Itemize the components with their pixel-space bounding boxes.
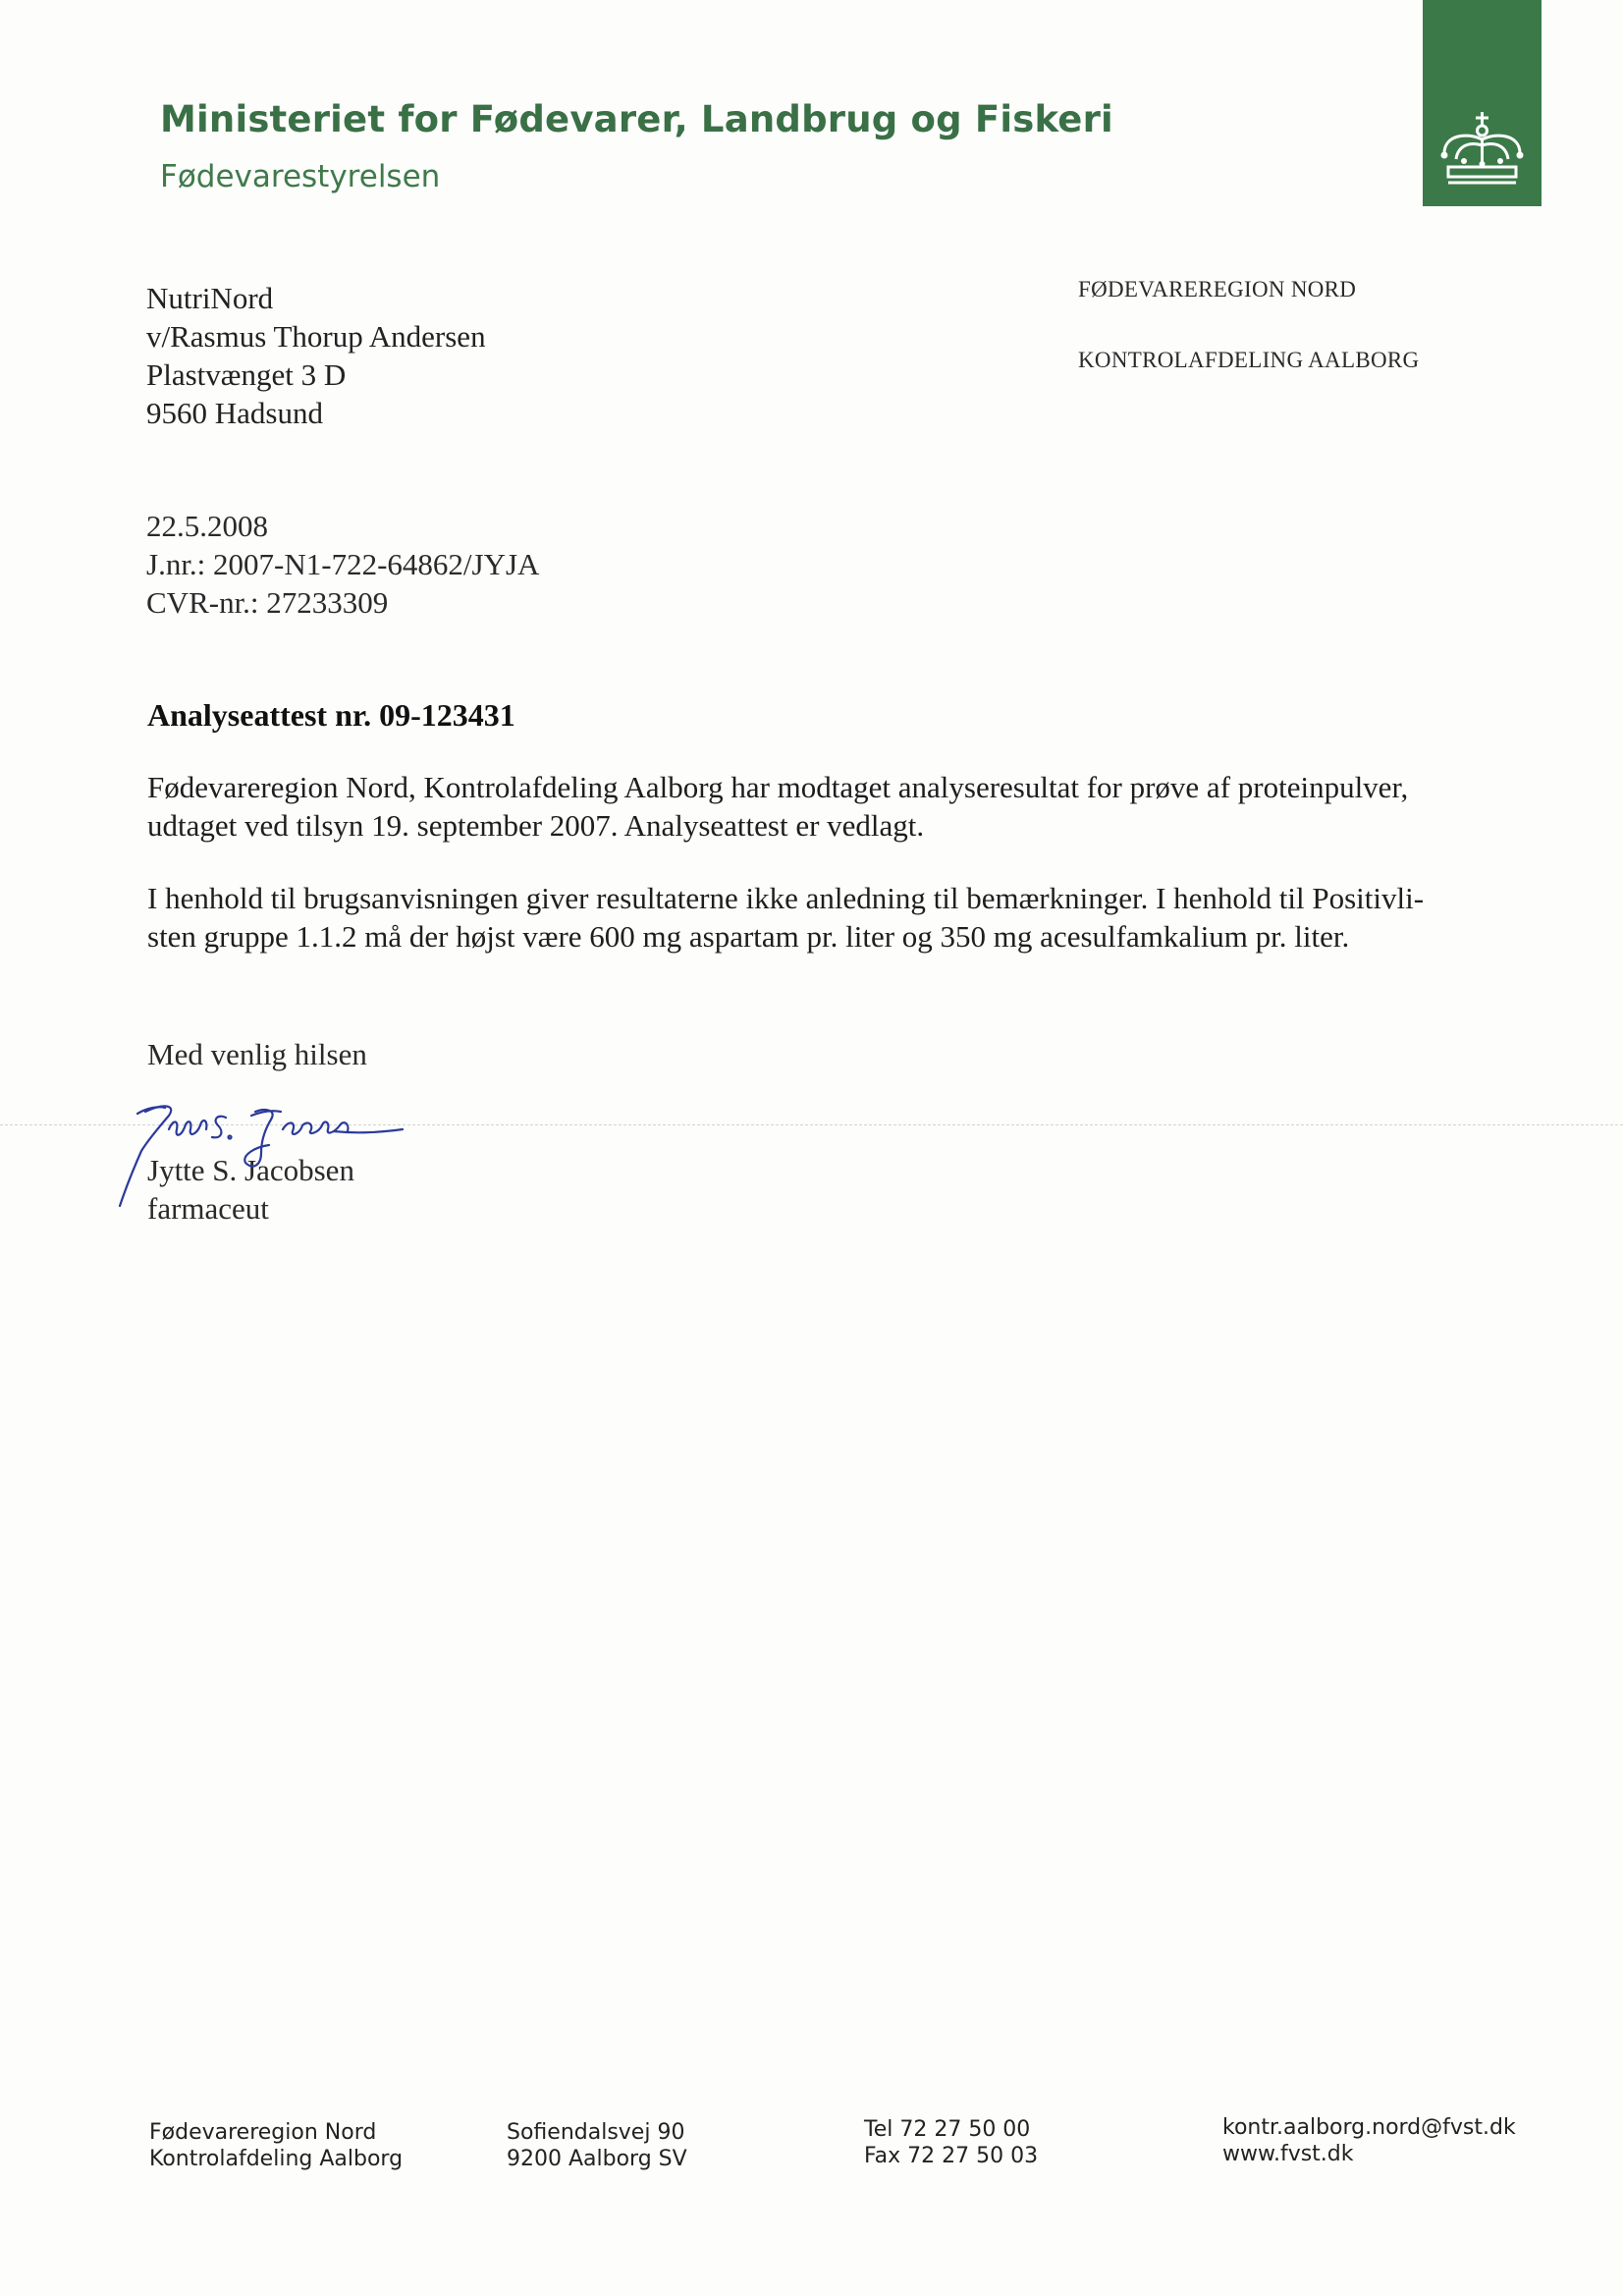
royal-crown-icon: [1436, 110, 1528, 191]
sender-block: [1078, 275, 1419, 375]
cvr-number: CVR-nr.: 27233309: [146, 585, 389, 620]
footer-office: [149, 2119, 403, 2172]
footer-phone-fax: Fax 72 27 50 03: [864, 2144, 1039, 2168]
handwritten-signature: [108, 1090, 461, 1232]
footer-office-line1: Fødevareregion Nord: [149, 2120, 377, 2145]
footer-office-line2: Kontrolafdeling Aalborg: [149, 2147, 404, 2171]
footer-website: www.fvst.dk: [1222, 2142, 1354, 2166]
footer-address: [507, 2119, 687, 2172]
footer-phone-tel: Tel 72 27 50 00: [864, 2117, 1031, 2142]
paragraph-line: Fødevareregion Nord, Kontrolafdeling Aalborg har modtaget analyseresultat for prøve af proteinpulver,: [147, 770, 1409, 804]
recipient-company: NutriNord: [146, 281, 274, 315]
agency-name: Fødevarestyrelsen: [160, 159, 441, 194]
recipient-address: [146, 279, 486, 432]
footer-phone: [864, 2116, 1038, 2169]
footer-contact: [1222, 2114, 1516, 2167]
footer-address-line2: 9200 Aalborg SV: [507, 2147, 687, 2171]
footer-email: kontr.aalborg.nord@fvst.dk: [1222, 2115, 1516, 2140]
subject-heading: Analyseattest nr. 09-123431: [147, 697, 515, 733]
footer-address-line1: Sofiendalsvej 90: [507, 2120, 685, 2145]
paragraph-line: I henhold til brugsanvisningen giver resultaterne ikke anledning til bemærkninger. I henhold til Positivli-: [147, 881, 1425, 915]
signatory-title: farmaceut: [147, 1191, 269, 1226]
closing-greeting: Med venlig hilsen: [147, 1037, 367, 1071]
journal-number: J.nr.: 2007-N1-722-64862/JYJA: [146, 547, 540, 581]
sender-department: KONTROLAFDELING AALBORG: [1078, 348, 1420, 372]
letter-date: 22.5.2008: [146, 509, 268, 543]
ministry-name: Ministeriet for Fødevarer, Landbrug og Fiskeri: [160, 98, 1113, 140]
signatory-name: Jytte S. Jacobsen: [147, 1153, 354, 1187]
paragraph-line: udtaget ved tilsyn 19. september 2007. Analyseattest er vedlagt.: [147, 808, 925, 843]
sender-region: FØDEVAREREGION NORD: [1078, 277, 1357, 301]
paragraph-line: sten gruppe 1.1.2 må der højst være 600 mg aspartam pr. liter og 350 mg acesulfamkalium pr. liter.: [147, 919, 1350, 954]
recipient-contact: v/Rasmus Thorup Andersen: [146, 319, 486, 354]
ministry-logo: [1423, 0, 1542, 206]
body-paragraph-1: [147, 768, 1522, 845]
reference-block: [146, 507, 539, 622]
body-paragraph-2: [147, 879, 1522, 956]
recipient-street: Plastvænget 3 D: [146, 357, 347, 392]
recipient-city: 9560 Hadsund: [146, 396, 323, 430]
